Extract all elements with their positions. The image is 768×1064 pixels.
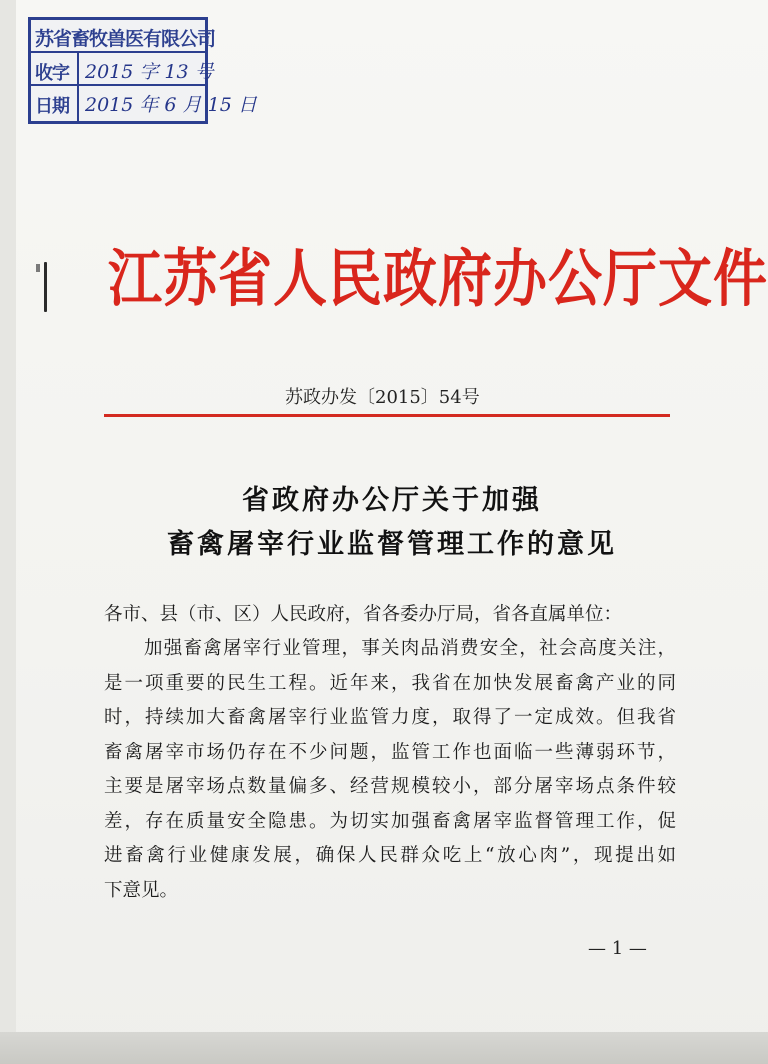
stamp-number-value: 2015 字 13 号 (85, 61, 214, 83)
stamp-row-org (31, 20, 216, 53)
paragraph-line: 主要是屠宰场点数量偏多、经营规模较小，部分屠宰场点条件较 (104, 776, 676, 797)
paragraph-line: 下意见。 (104, 879, 179, 901)
addressee: 各市、县（市、区）人民政府，省各委办厅局，省各直属单位： (104, 604, 623, 625)
paragraph-line: 畜禽屠宰市场仍存在不少问题，监管工作也面临一些薄弱环节， (104, 741, 676, 763)
stamp-org: 苏省畜牧兽医有限公司 (35, 28, 216, 50)
document-title-line-1: 省政府办公厅关于加强 (242, 485, 542, 516)
binding-mark (44, 262, 47, 312)
document-number: 苏政办发〔2015〕54号 (285, 387, 480, 408)
stamp-label-number: 收字 (35, 63, 69, 84)
stamp-label-date: 日期 (35, 96, 69, 117)
stamp-divider (77, 53, 79, 84)
paragraph-line: 时，持续加大畜禽屠宰行业监管力度，取得了一定成效。但我省 (104, 707, 676, 728)
paragraph-line: 是一项重要的民生工程。近年来，我省在加快发展畜禽产业的同 (104, 672, 676, 694)
stamp-row-number (31, 53, 214, 86)
paragraph-line: 差，存在质量安全隐患。为切实加强畜禽屠宰监督管理工作，促 (104, 810, 676, 832)
paragraph-line: 进畜禽行业健康发展，确保人民群众吃上“放心肉”，现提出如 (104, 845, 676, 866)
page-number: — 1 — (588, 938, 647, 959)
body-paragraph (104, 632, 676, 908)
document-title-line-2: 畜禽屠宰行业监督管理工作的意见 (167, 529, 617, 560)
paragraph-line: 加强畜禽屠宰行业管理，事关肉品消费安全，社会高度关注， (144, 638, 676, 659)
receipt-stamp (28, 17, 257, 124)
header-red-rule (104, 414, 670, 417)
stamp-row-date (31, 86, 257, 121)
stamp-date-value: 2015 年 6 月 15 日 (85, 94, 257, 116)
stamp-divider (77, 86, 79, 121)
document-header-title: 江苏省人民政府办公厅文件 (108, 241, 768, 316)
binding-mark-small (36, 264, 40, 272)
scan-bottom-edge (0, 1032, 768, 1064)
